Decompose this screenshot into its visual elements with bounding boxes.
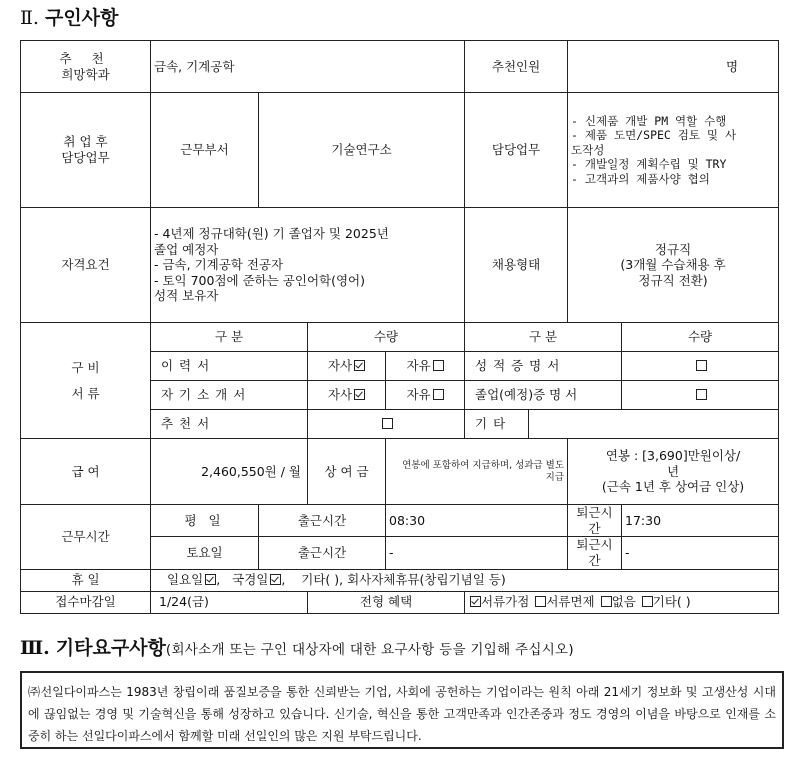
section-3-subtitle: (회사소개 또는 구인 대상자에 대한 요구사항 등을 기입해 주십시오) <box>165 642 574 658</box>
documents-label: 구 비 서 류 <box>21 323 151 439</box>
saturday-in-label: 출근시간 <box>259 537 386 569</box>
checkbox-icon[interactable] <box>382 418 393 429</box>
self-intro-free-form[interactable]: 자유 <box>386 381 465 410</box>
job-offer-table <box>20 40 779 614</box>
section-3-number: Ⅲ. <box>20 637 50 659</box>
checkbox-icon[interactable] <box>601 596 612 607</box>
recommendation-qty[interactable] <box>308 410 465 439</box>
weekday-in-label: 출근시간 <box>259 505 386 537</box>
graduation-cert-qty[interactable] <box>622 381 779 410</box>
headcount-label: 추천인원 <box>465 41 568 93</box>
checked-box-icon[interactable] <box>470 596 481 607</box>
saturday-in-time: - <box>386 537 568 569</box>
section-3-title: 기타요구사항 <box>55 637 166 659</box>
self-intro-company-form[interactable]: 자사 <box>308 381 386 410</box>
checkbox-icon[interactable] <box>535 596 546 607</box>
self-intro-label: 자 기 소 개 서 <box>151 381 308 410</box>
graduation-cert-label: 졸업(예정)증 명 서 <box>465 381 622 410</box>
documents-kind-header-2: 구 분 <box>465 323 622 352</box>
recommendation-label: 추 천 서 <box>151 410 308 439</box>
checked-box-icon[interactable] <box>205 574 216 585</box>
other-docs-label: 기 타 <box>465 410 529 439</box>
weekday-label: 평 일 <box>151 505 259 537</box>
resume-free-form[interactable]: 자유 <box>386 352 465 381</box>
saturday-label: 토요일 <box>151 537 259 569</box>
documents-qty-header-2: 수량 <box>622 323 779 352</box>
deadline-value: 1/24(금) <box>151 591 308 613</box>
department-value: 기술연구소 <box>259 93 465 208</box>
checkbox-icon[interactable] <box>433 360 444 371</box>
benefit-options: 서류가점 서류면제 없음 기타( ) <box>465 591 779 613</box>
documents-kind-header: 구 분 <box>151 323 308 352</box>
major-label: 추 천 희망학과 <box>21 41 151 93</box>
checkbox-icon[interactable] <box>696 389 707 400</box>
section-3-heading <box>20 633 574 660</box>
transcript-qty[interactable] <box>622 352 779 381</box>
major-value: 금속, 기계공학 <box>151 41 465 93</box>
annual-salary: 연봉 : [3,690]만원이상/ 년 (근속 1년 후 상여금 인상) <box>568 439 779 505</box>
weekday-out-label: 퇴근시간 <box>568 505 622 537</box>
checkbox-icon[interactable] <box>696 360 707 371</box>
weekday-out-time: 17:30 <box>622 505 779 537</box>
section-2-number: Ⅱ. <box>20 7 39 29</box>
department-label: 근무부서 <box>151 93 259 208</box>
checked-box-icon[interactable] <box>270 574 281 585</box>
bonus-label: 상 여 금 <box>308 439 386 505</box>
task-label: 담당업무 <box>465 93 568 208</box>
benefit-label: 전형 혜택 <box>308 591 465 613</box>
headcount-unit: 명 <box>568 41 779 93</box>
duty-label: 취 업 후 담당업무 <box>21 93 151 208</box>
checked-box-icon[interactable] <box>354 389 365 400</box>
bonus-note: 연봉에 포함하여 지급하며, 성과급 별도 지급 <box>386 439 568 505</box>
transcript-label: 성 적 증 명 서 <box>465 352 622 381</box>
qualification-list: - 4년제 정규대학(원) 기 졸업자 및 2025년 졸업 예정자 - 금속, 기계공학 전공자 - 토익 700점에 준하는 공인어학(영어) 성적 보유자 <box>151 208 465 323</box>
checked-box-icon[interactable] <box>354 360 365 371</box>
documents-qty-header: 수량 <box>308 323 465 352</box>
weekday-in-time: 08:30 <box>386 505 568 537</box>
work-hours-label: 근무시간 <box>21 505 151 570</box>
salary-label: 급 여 <box>21 439 151 505</box>
holiday-label: 휴 일 <box>21 569 151 591</box>
monthly-salary: 2,460,550원 / 월 <box>151 439 308 505</box>
resume-company-form[interactable]: 자사 <box>308 352 386 381</box>
company-introduction: ㈜선일다이파스는 1983년 창립이래 품질보증을 통한 신뢰받는 기업, 사회에 공헌하는 기업이라는 원칙 아래 21세기 정보화 및 고생산성 시대에 끊임없는 경영 및 기술혁신을 통해 성장하고 있습니다. 신기술, 혁신을 통한 고객만족과 인간존중과 정도 경영의 이념을 바탕으로 인재를 소중히 하는 선일다이파스에서 함께할 미래 선일인의 많은 지원 부탁드립니다. <box>20 671 784 749</box>
employment-type-label: 채용형태 <box>465 208 568 323</box>
section-2-heading <box>20 3 118 30</box>
task-list: - 신제품 개발 PM 역할 수행 - 제품 도면/SPEC 검토 및 사 도작성 - 개발일정 계획수립 및 TRY - 고객과의 제품사양 협의 <box>568 93 779 208</box>
saturday-out-time: - <box>622 537 779 569</box>
section-2-title: 구인사항 <box>44 7 119 29</box>
qualification-label: 자격요건 <box>21 208 151 323</box>
saturday-out-label: 퇴근시간 <box>568 537 622 569</box>
resume-label: 이 력 서 <box>151 352 308 381</box>
deadline-label: 접수마감일 <box>21 591 151 613</box>
holiday-options: 일요일 , 국경일 , 기타( ), 회사자체휴뮤(창립기념일 등) <box>151 569 779 591</box>
other-docs-value <box>529 410 779 439</box>
employment-type-value: 정규직 (3개월 수습채용 후 정규직 전환) <box>568 208 779 323</box>
checkbox-icon[interactable] <box>642 596 653 607</box>
checkbox-icon[interactable] <box>433 389 444 400</box>
